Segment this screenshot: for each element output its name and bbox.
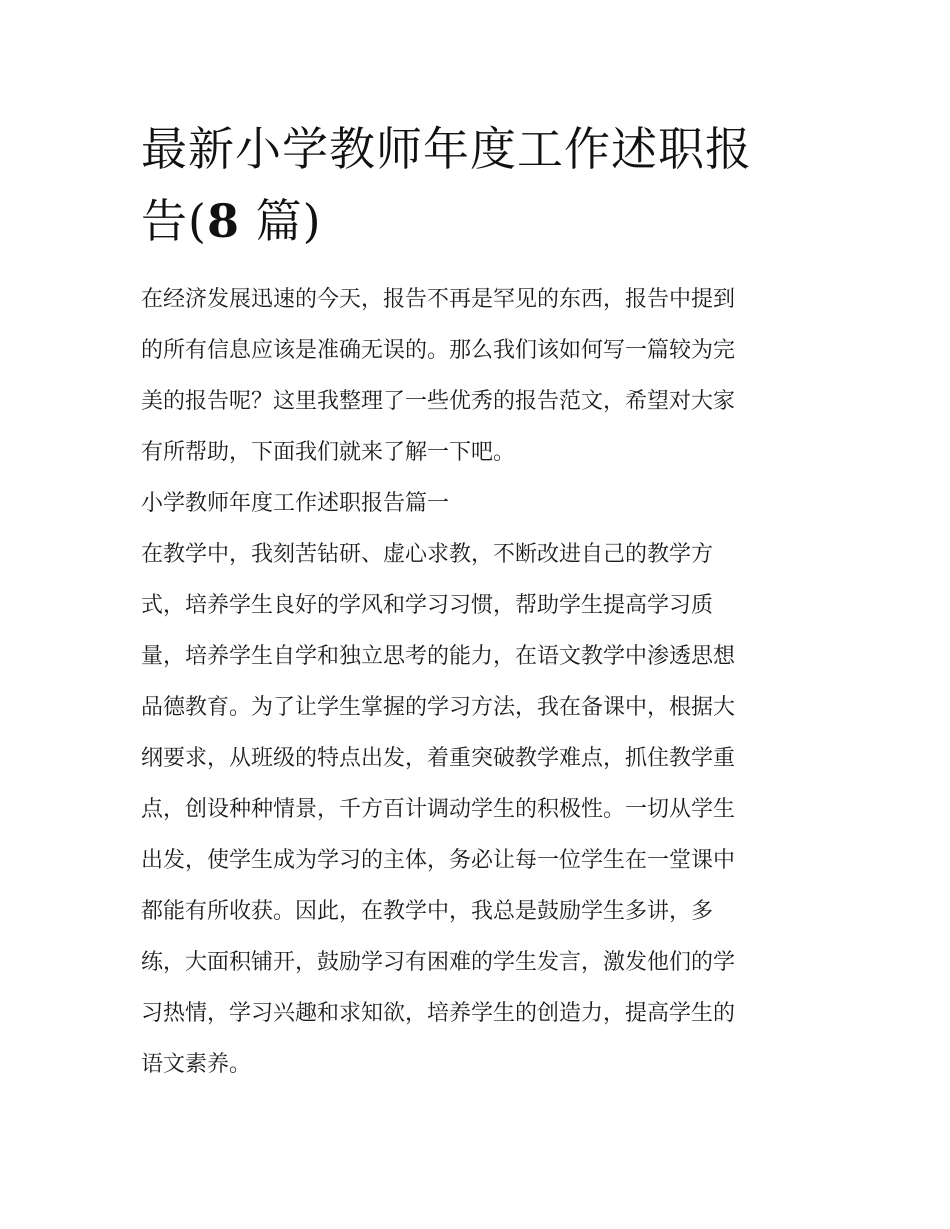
section-line: 在教学中，我刻苦钻研、虚心求教，不断改进自己的教学方	[141, 542, 714, 567]
intro-paragraph	[141, 274, 813, 478]
title-line-2-prefix: 告(	[141, 194, 207, 248]
section-line: 练，大面积铺开，鼓励学习有困难的学生发言，激发他们的学	[141, 950, 736, 975]
section-line: 纲要求，从班级的特点出发，着重突破教学难点，抓住教学重	[141, 746, 736, 771]
section-line: 都能有所收获。因此，在教学中，我总是鼓励学生多讲，多	[141, 899, 714, 924]
section-line: 量，培养学生自学和独立思考的能力，在语文教学中渗透思想	[141, 644, 736, 669]
title-line-1: 最新小学教师年度工作述职报	[141, 122, 752, 176]
section-paragraph	[141, 529, 813, 1090]
section-heading: 小学教师年度工作述职报告篇一	[141, 491, 450, 516]
section-line: 品德教育。为了让学生掌握的学习方法，我在备课中，根据大	[141, 695, 736, 720]
title-line-2-suffix: 篇)	[239, 194, 322, 248]
intro-line: 在经济发展迅速的今天，报告不再是罕见的东西，报告中提到	[141, 287, 736, 312]
section-line: 出发，使学生成为学习的主体，务必让每一位学生在一堂课中	[141, 848, 736, 873]
intro-line: 美的报告呢？这里我整理了一些优秀的报告范文，希望对大家	[141, 389, 736, 414]
section-line: 语文素养。	[141, 1052, 252, 1077]
section-line: 习热情，学习兴趣和求知欲，培养学生的创造力，提高学生的	[141, 1001, 736, 1026]
section-line: 点，创设种种情景，千方百计调动学生的积极性。一切从学生	[141, 797, 736, 822]
intro-line: 有所帮助，下面我们就来了解一下吧。	[141, 440, 516, 465]
intro-line: 的所有信息应该是准确无误的。那么我们该如何写一篇较为完	[141, 338, 736, 363]
title-line-2-number: 8	[206, 194, 240, 248]
section-line: 式，培养学生良好的学风和学习习惯，帮助学生提高学习质	[141, 593, 714, 618]
document-title	[141, 113, 821, 257]
